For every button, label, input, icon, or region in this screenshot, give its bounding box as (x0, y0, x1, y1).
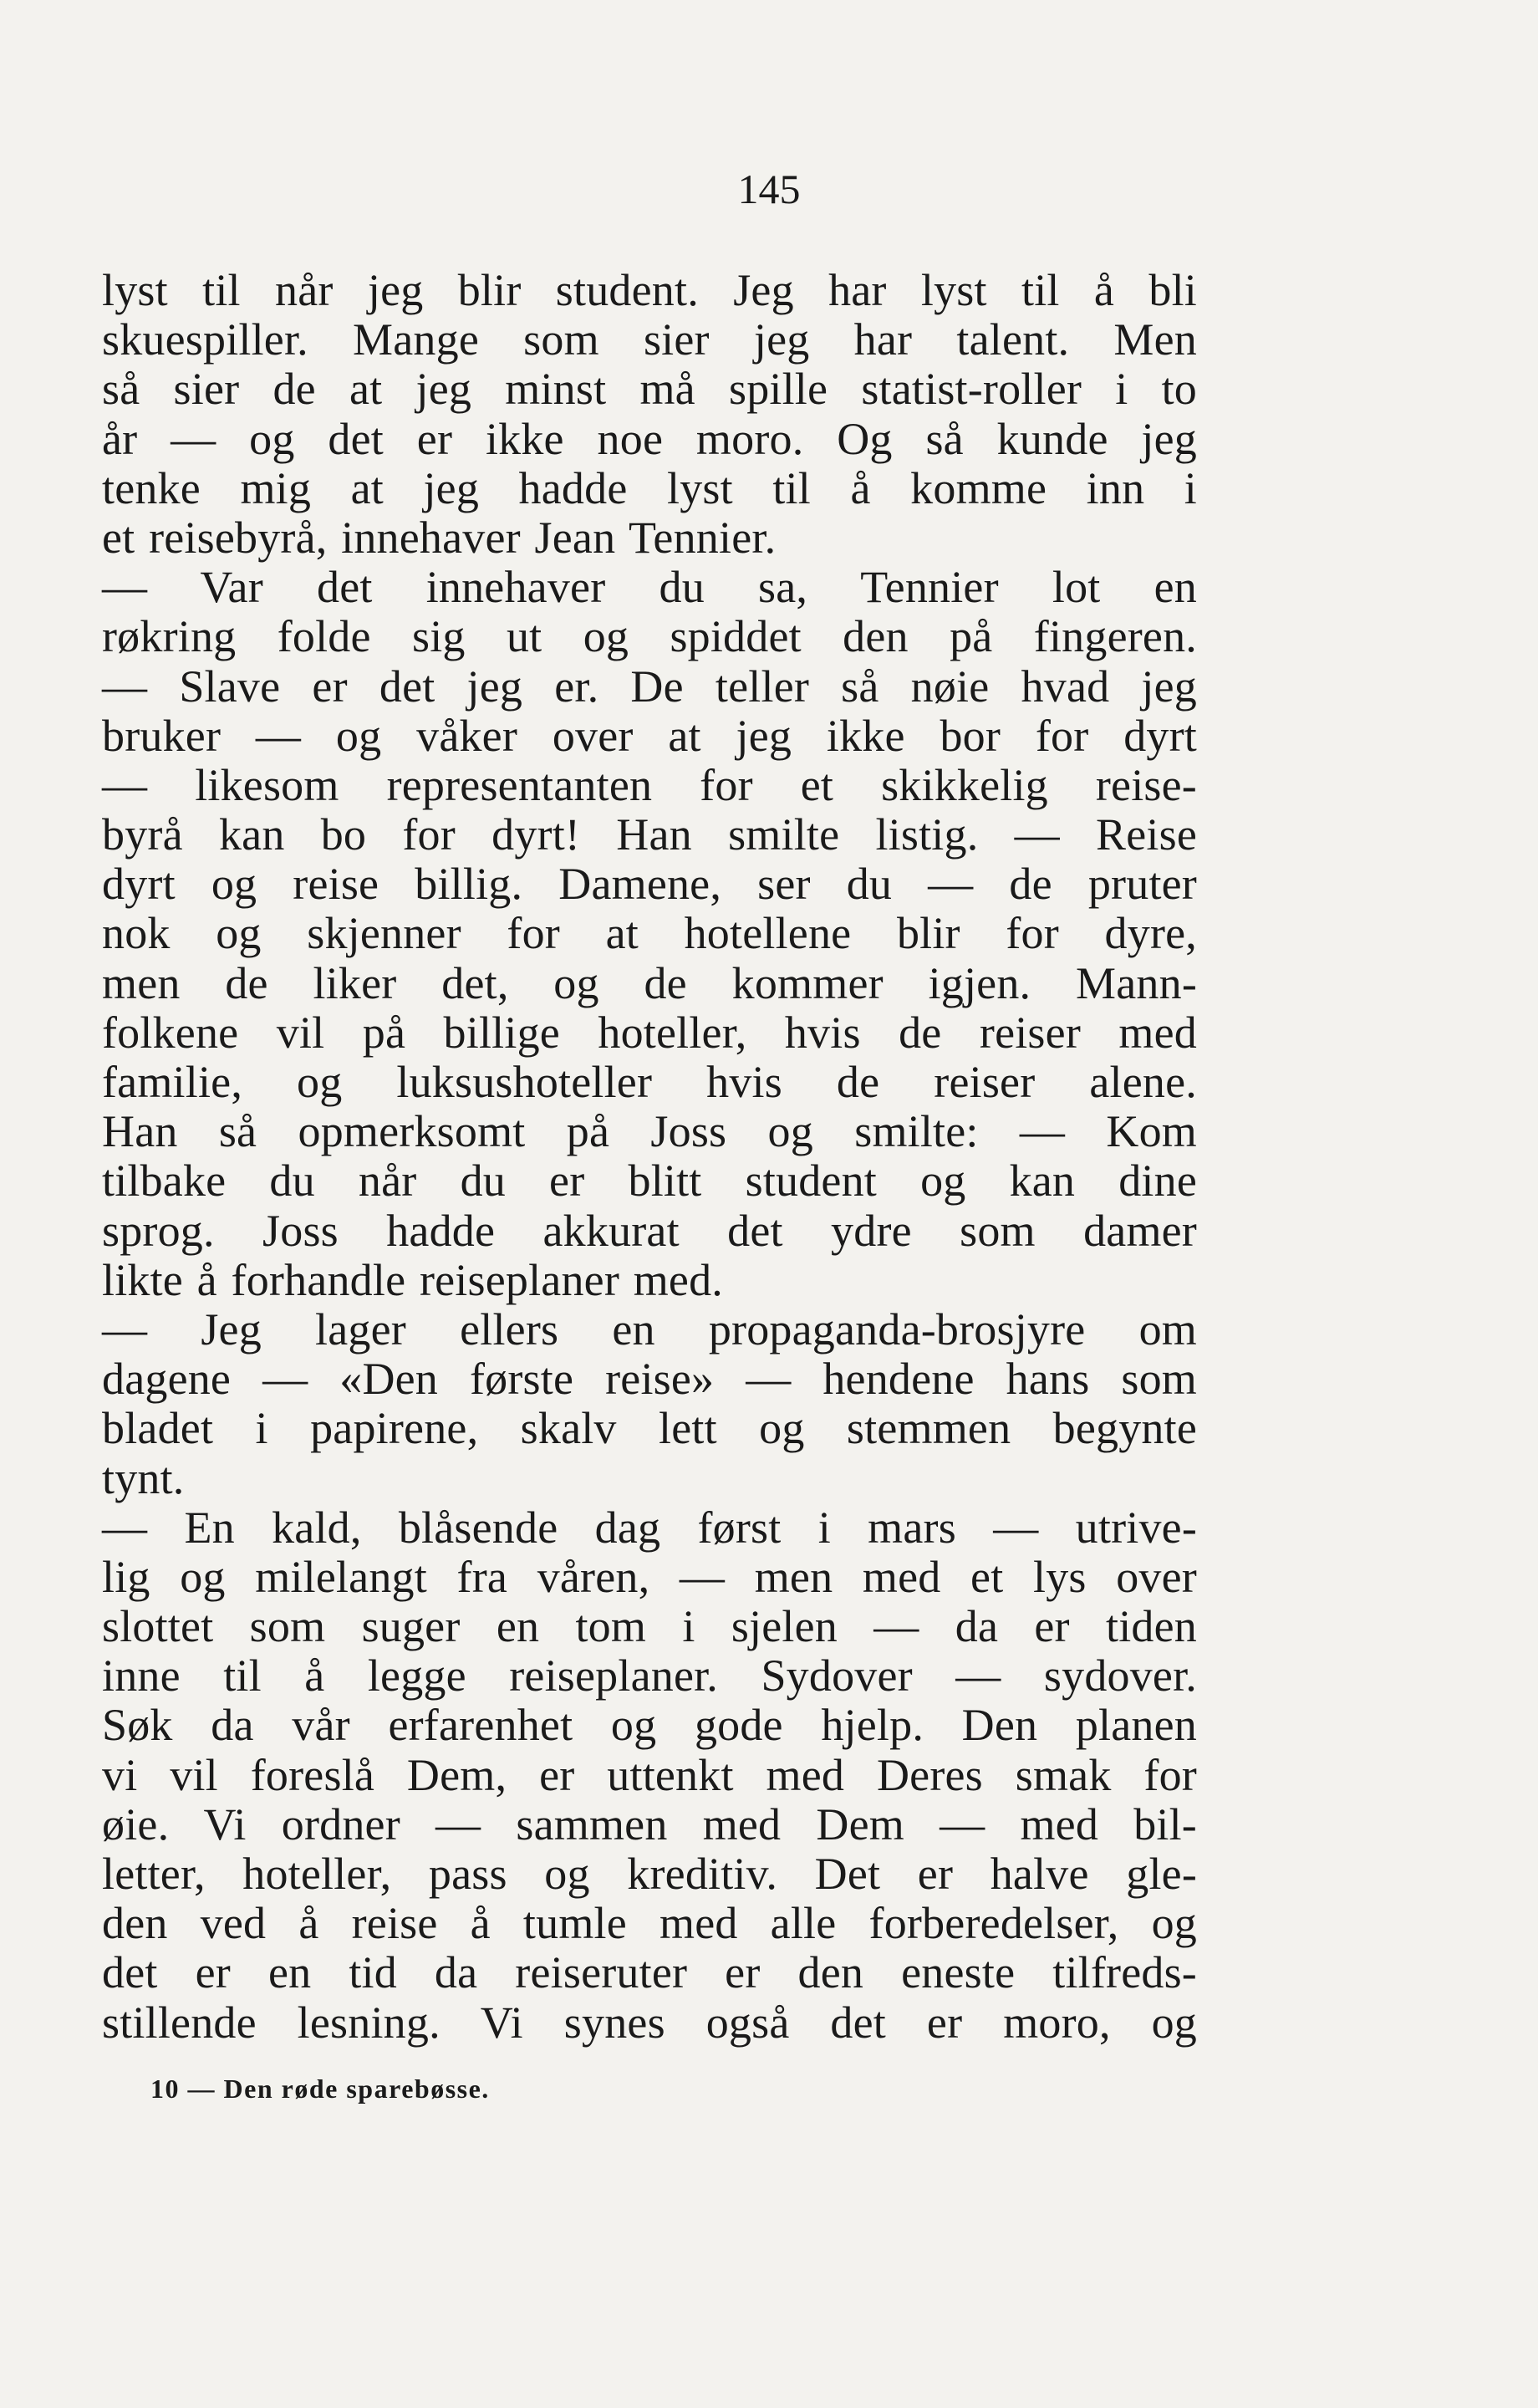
text-line: øie. Vi ordner — sammen med Dem — med bil- (102, 1798, 1197, 1849)
text-line: dagene — «Den første reise» — hendene hans som (102, 1354, 1197, 1405)
text-line: tenke mig at jeg hadde lyst til å komme inn i (102, 462, 1197, 513)
text-line: den ved å reise å tumle med alle forberedelser, og (102, 1898, 1197, 1949)
signature-footer: 10 — Den røde sparebøsse. (150, 2074, 490, 2104)
text-line: lig og milelangt fra våren, — men med et lys over (102, 1551, 1197, 1602)
text-line: nok og skjenner for at hotellene blir for dyre, (102, 908, 1197, 959)
text-line: tilbake du når du er blitt student og kan dine (102, 1156, 1197, 1207)
text-line: — Var det innehaver du sa, Tennier lot en (102, 562, 1197, 613)
text-line: — En kald, blåsende dag først i mars — utrive- (102, 1502, 1197, 1553)
text-line: familie, og luksushoteller hvis de reiser alene. (102, 1057, 1197, 1107)
text-line: tynt. (102, 1452, 185, 1503)
page-number: 145 (737, 166, 801, 212)
text-line: bruker — og våker over at jeg ikke bor for dyrt (102, 710, 1197, 761)
text-line: skuespiller. Mange som sier jeg har talent. Men (102, 314, 1197, 365)
text-line: stillende lesning. Vi synes også det er moro, og (102, 1997, 1197, 2048)
body-text (102, 266, 1197, 2048)
text-line: Søk da vår erfarenhet og gode hjelp. Den planen (102, 1700, 1197, 1751)
text-line: Han så opmerksomt på Joss og smilte: — Kom (102, 1106, 1197, 1157)
text-line: men de liker det, og de kommer igjen. Mann- (102, 957, 1197, 1008)
text-line: inne til å legge reiseplaner. Sydover — sydover. (102, 1650, 1197, 1701)
text-line: bladet i papirene, skalv lett og stemmen begynte (102, 1403, 1197, 1454)
text-line: — Jeg lager ellers en propaganda-brosjyre om (102, 1303, 1197, 1354)
text-line: letter, hoteller, pass og kreditiv. Det er halve gle- (102, 1849, 1197, 1899)
text-line: folkene vil på billige hoteller, hvis de reiser med (102, 1007, 1197, 1058)
text-line: — likesom representanten for et skikkelig reise- (102, 759, 1197, 810)
text-line: lyst til når jeg blir student. Jeg har lyst til å bli (102, 265, 1197, 315)
text-line: dyrt og reise billig. Damene, ser du — de pruter (102, 859, 1197, 910)
text-line: år — og det er ikke noe moro. Og så kunde jeg (102, 413, 1197, 464)
text-line: — Slave er det jeg er. De teller så nøie hvad jeg (102, 661, 1197, 712)
text-line: likte å forhandle reiseplaner med. (102, 1254, 723, 1305)
text-line: sprog. Joss hadde akkurat det ydre som damer (102, 1205, 1197, 1256)
text-line: røkring folde sig ut og spiddet den på fingeren. (102, 611, 1197, 662)
text-line: så sier de at jeg minst må spille statist-roller i to (102, 364, 1197, 415)
text-line: byrå kan bo for dyrt! Han smilte listig. — Reise (102, 809, 1197, 860)
text-line: slottet som suger en tom i sjelen — da er tiden (102, 1601, 1197, 1652)
text-line: vi vil foreslå Dem, er uttenkt med Deres smak for (102, 1749, 1197, 1800)
text-line: det er en tid da reiseruter er den eneste tilfreds- (102, 1947, 1197, 1998)
text-line: et reisebyrå, innehaver Jean Tennier. (102, 512, 777, 563)
